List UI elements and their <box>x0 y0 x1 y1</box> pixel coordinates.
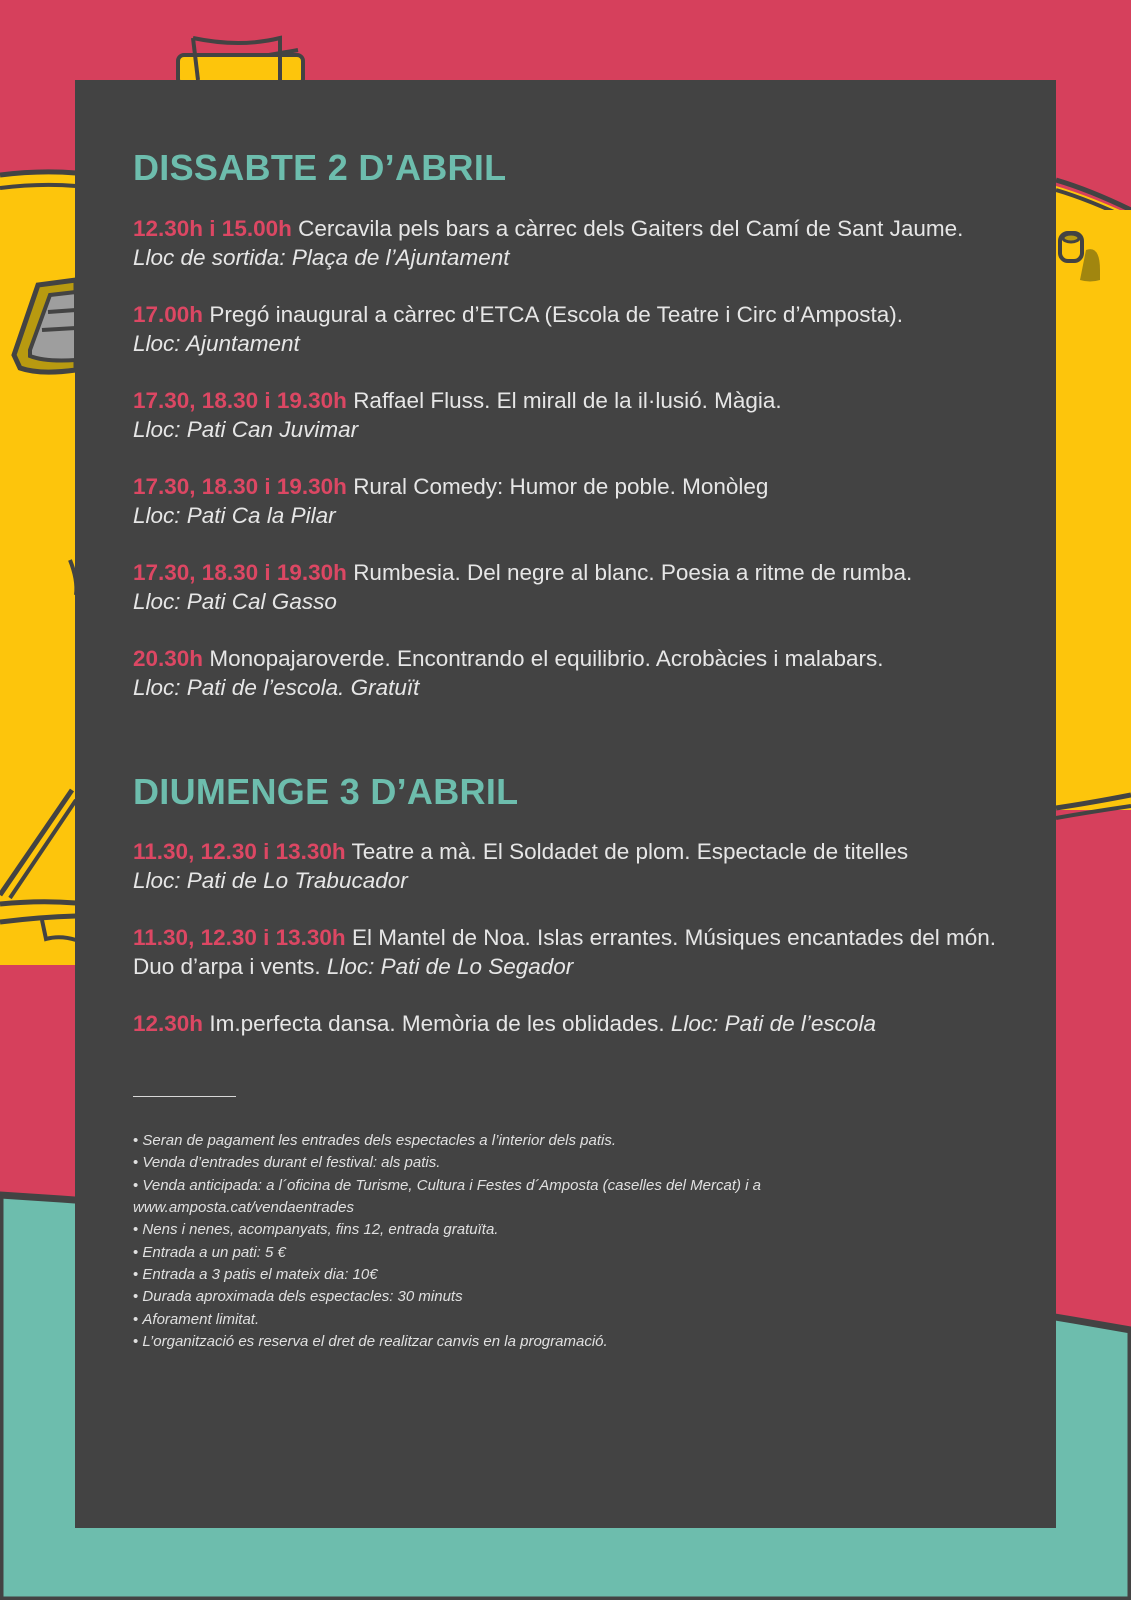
program-panel <box>75 80 1056 1528</box>
event-item <box>133 558 1001 616</box>
event-item <box>133 644 1001 702</box>
note-item: • Entrada a un pati: 5 € <box>133 1242 1001 1264</box>
note-item: • Venda anticipada: a l´oficina de Turisme, Cultura i Festes d´Amposta (caselles del Mercat) i a <box>133 1175 1001 1197</box>
day-title-sunday: DIUMENGE 3 D’ABRIL <box>133 770 519 812</box>
event-time: 11.30, 12.30 i 13.30h <box>133 839 346 865</box>
event-description: Teatre a mà. El Soldadet de plom. Espectacle de titelles <box>351 839 909 865</box>
event-place: Lloc: Pati Can Juvimar <box>133 416 359 442</box>
event-place: Lloc: Pati de l’escola <box>670 1011 876 1037</box>
event-description: Rumbesia. Del negre al blanc. Poesia a ritme de rumba. <box>353 559 913 585</box>
event-time: 12.30h <box>133 1011 204 1037</box>
note-link[interactable]: www.amposta.cat/vendaentrades <box>133 1199 354 1217</box>
event-description: Rural Comedy: Humor de poble. Monòleg <box>353 473 769 499</box>
event-description: Monopajaroverde. Encontrando el equilibrio. Acrobàcies i malabars. <box>209 645 884 671</box>
event-place: Lloc: Pati Ca la Pilar <box>133 502 336 528</box>
event-place: Lloc: Pati de Lo Segador <box>326 954 574 980</box>
event-time: 20.30h <box>133 645 204 671</box>
note-item: • Aforament limitat. <box>133 1309 1001 1331</box>
event-item <box>133 472 1001 530</box>
event-item <box>133 300 1001 358</box>
event-time: 11.30, 12.30 i 13.30h <box>133 925 346 951</box>
divider <box>133 1096 236 1097</box>
event-place: Lloc: Pati Cal Gasso <box>133 588 337 614</box>
event-time: 17.00h <box>133 301 204 327</box>
event-item <box>133 214 1001 272</box>
event-place: Lloc: Ajuntament <box>133 330 300 356</box>
event-description: Raffael Fluss. El mirall de la il·lusió. Màgia. <box>353 387 782 413</box>
event-item <box>133 923 1001 981</box>
event-description: El Mantel de Noa. Islas errantes. Músiques encantades del món. Duo d’arpa i vents. <box>133 925 997 980</box>
event-item <box>133 837 1001 895</box>
event-time: 12.30h i 15.00h <box>133 215 292 241</box>
day-title-saturday: DISSABTE 2 D’ABRIL <box>133 147 507 188</box>
notes-list <box>133 1130 1001 1353</box>
note-item: • Venda d’entrades durant el festival: als patis. <box>133 1152 1001 1174</box>
event-time: 17.30, 18.30 i 19.30h <box>133 473 347 499</box>
note-item: • Nens i nenes, acompanyats, fins 12, entrada gratuïta. <box>133 1219 1001 1241</box>
event-place: Lloc: Pati de Lo Trabucador <box>133 868 408 894</box>
event-description: Im.perfecta dansa. Memòria de les oblidades. <box>209 1011 665 1037</box>
event-time: 17.30, 18.30 i 19.30h <box>133 387 347 413</box>
event-description: Cercavila pels bars a càrrec dels Gaiters del Camí de Sant Jaume. <box>298 215 964 241</box>
event-place: Lloc de sortida: Plaça de l’Ajuntament <box>133 244 510 270</box>
note-item: • Durada aproximada dels espectacles: 30 minuts <box>133 1286 1001 1308</box>
note-item: • Seran de pagament les entrades dels espectacles a l’interior dels patis. <box>133 1130 1001 1152</box>
event-description: Pregó inaugural a càrrec d’ETCA (Escola de Teatre i Circ d’Amposta). <box>209 301 903 327</box>
note-item: • Entrada a 3 patis el mateix dia: 10€ <box>133 1264 1001 1286</box>
event-item <box>133 386 1001 444</box>
note-item: • L’organització es reserva el dret de realitzar canvis en la programació. <box>133 1331 1001 1353</box>
event-place: Lloc: Pati de l’escola. Gratuït <box>133 674 420 700</box>
event-time: 17.30, 18.30 i 19.30h <box>133 559 347 585</box>
event-item <box>133 1009 1001 1038</box>
